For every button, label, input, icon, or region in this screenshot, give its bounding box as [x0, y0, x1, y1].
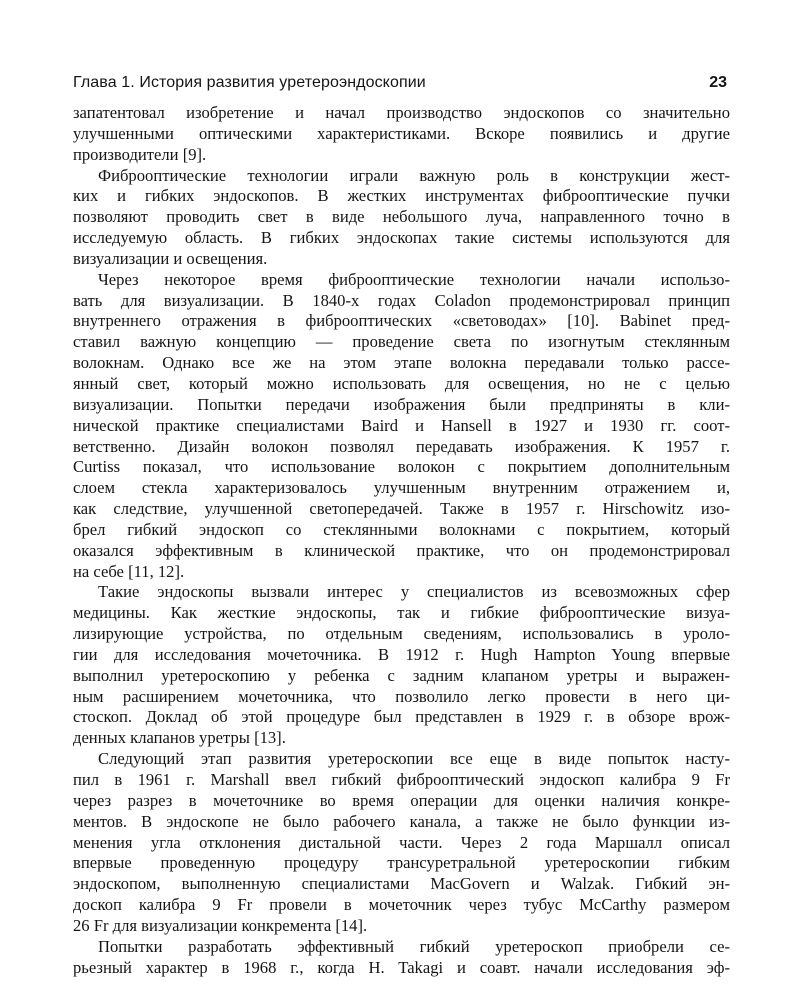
text-line: исследуемую область. В гибких эндоскопах такие системы используются для: [73, 228, 730, 248]
paragraph: [73, 103, 730, 166]
text-line: ным расширением мочеточника, что позволило легко провести в него ци-: [73, 686, 730, 706]
text-line: лизирующие устройства, по отдельным сведениям, использовались в уроло-: [73, 624, 730, 644]
text-line: внутреннего отражения в фиброоптических «световодах» [10]. Babinet пред-: [73, 311, 730, 331]
text-line: ких и гибких эндоскопов. В жестких инструментах фиброоптические пучки: [73, 186, 730, 206]
text-line: на себе [11, 12].: [73, 561, 185, 581]
text-line: нической практике специалистами Baird и Hansell в 1927 и 1930 гг. соот-: [73, 415, 730, 435]
text-line: слоем стекла характеризовалось улучшенным внутренним отражением и,: [73, 478, 730, 498]
text-line: Такие эндоскопы вызвали интерес у специалистов из всевозможных сфер: [98, 582, 730, 602]
page-number: 23: [709, 74, 727, 91]
text-line: ветственно. Дизайн волокон позволял передавать изображения. К 1957 г.: [73, 436, 730, 456]
text-line: эндоскопом, выполненную специалистами MacGovern и Walzak. Гибкий эн-: [73, 874, 730, 894]
text-line: производители [9].: [73, 144, 207, 164]
paragraph: [73, 582, 730, 749]
text-line: Curtiss показал, что использование волокон с покрытием дополнительным: [73, 457, 730, 477]
text-line: визуализации. Попытки передачи изображения были предприняты в кли-: [73, 394, 730, 414]
paragraph: [73, 166, 730, 270]
text-line: оказался эффективным в клинической практике, что он продемонстрировал: [73, 540, 730, 560]
text-line: менения угла отклонения дистальной части. Через 2 года Маршалл описал: [73, 832, 730, 852]
paragraph: [73, 937, 730, 979]
text-line: янный свет, который можно использовать для освещения, но не с целью: [73, 373, 730, 393]
paragraph: [73, 749, 730, 937]
text-line: позволяют проводить свет в виде небольшого луча, направленного точно в: [73, 207, 730, 227]
text-line: впервые проведенную процедуру трансуретральной уретероскопии гибким: [73, 853, 730, 873]
text-line: ставил важную концепцию — проведение света по изогнутым стеклянным: [73, 332, 730, 352]
text-line: 26 Fr для визуализации конкремента [14].: [73, 915, 368, 935]
text-line: пил в 1961 г. Marshall ввел гибкий фиброоптический эндоскоп калибра 9 Fr: [73, 770, 730, 789]
text-line: визуализации и освещения.: [73, 248, 268, 268]
text-line: гии для исследования мочеточника. В 1912 г. Hugh Hampton Young впервые: [73, 644, 730, 664]
text-line: денных клапанов уретры [13].: [73, 728, 286, 748]
text-line: Через некоторое время фиброоптические технологии начали использо-: [98, 269, 730, 289]
text-line: улучшенными оптическими характеристиками. Вскоре появились и другие: [73, 123, 730, 143]
text-line: стоскоп. Доклад об этой процедуре был представлен в 1929 г. в обзоре врож-: [73, 707, 730, 727]
text-line: Попытки разработать эффективный гибкий уретероскоп приобрели се-: [98, 936, 730, 956]
text-line: как следствие, улучшенной светопередачей. Также в 1957 г. Hirschowitz изо-: [73, 499, 730, 519]
text-line: брел гибкий эндоскоп со стеклянными волокнами с покрытием, который: [73, 519, 730, 539]
text-line: через разрез в мочеточнике во время операции для оценки наличия конкре-: [73, 790, 730, 810]
text-line: рьезный характер в 1968 г., когда H. Takagi и соавт. начали исследования эф-: [73, 957, 730, 977]
text-line: выполнил уретероскопию у ребенка с задним клапаном уретры и выражен-: [73, 665, 730, 685]
text-line: вать для визуализации. В 1840-х годах Coladon продемонстрировал принцип: [73, 290, 730, 310]
text-line: доскоп калибра 9 Fr провели в мочеточник через тубус McCarthy размером: [73, 895, 730, 915]
book-page: [73, 0, 730, 1000]
text-line: медицины. Как жесткие эндоскопы, так и гибкие фиброоптические визуа-: [73, 603, 730, 623]
running-header: [73, 72, 730, 94]
text-line: Фиброоптические технологии играли важную роль в конструкции жест-: [98, 165, 730, 185]
paragraph: [73, 270, 730, 583]
text-line: запатентовал изобретение и начал производство эндоскопов со значительно: [73, 103, 730, 122]
body-text: [73, 103, 730, 978]
chapter-title: Глава 1. История развития уретероэндоскопии: [73, 74, 426, 91]
text-line: ментов. В эндоскопе не было рабочего канала, а также не было функции из-: [73, 811, 730, 831]
text-line: Следующий этап развития уретероскопии все еще в виде попыток насту-: [98, 749, 730, 769]
text-line: волокнам. Однако все же на этом этапе волокна передавали только рассе-: [73, 353, 730, 373]
